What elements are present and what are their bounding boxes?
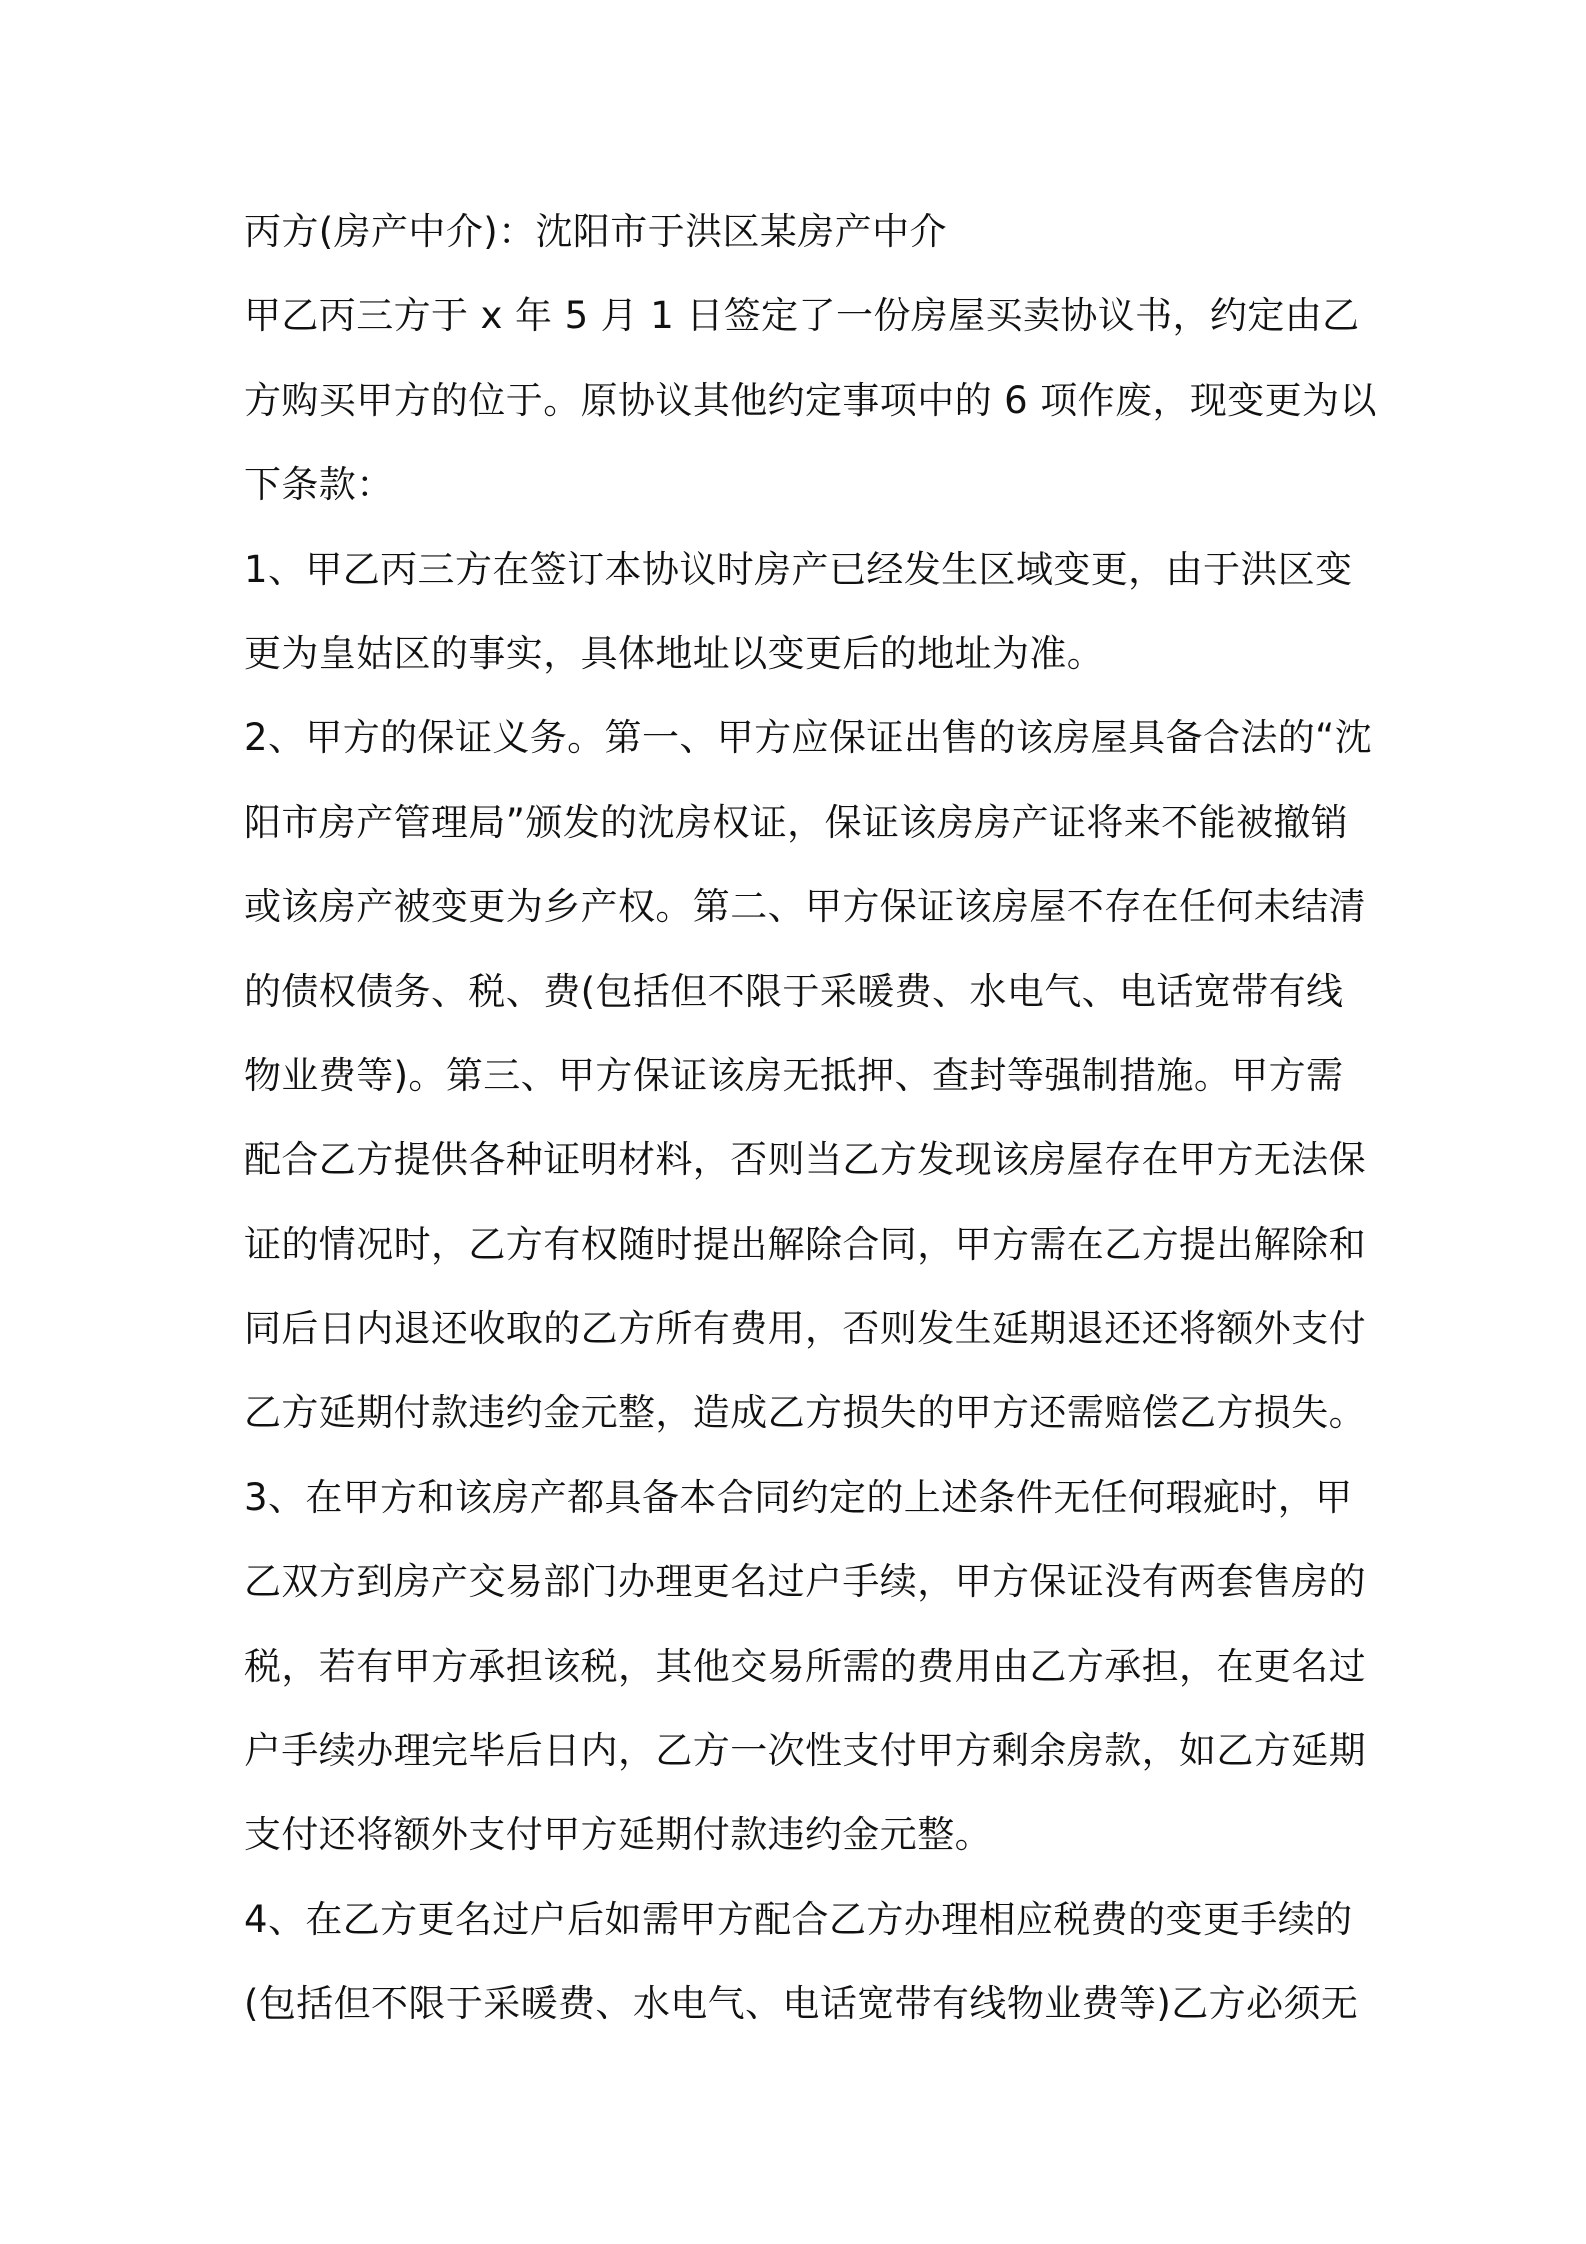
text-line: 2、甲方的保证义务。第一、甲方应保证出售的该房屋具备合法的“沈	[244, 716, 1373, 760]
text-line: 1、甲乙丙三方在签订本协议时房产已经发生区域变更，由于洪区变	[244, 547, 1353, 591]
text-line: 更为皇姑区的事实，具体地址以变更后的地址为准。	[244, 631, 1105, 675]
paragraph-party-c	[244, 190, 1364, 274]
text-line: 配合乙方提供各种证明材料，否则当乙方发现该房屋存在甲方无法保	[244, 1138, 1366, 1182]
text-line: 4、在乙方更名过户后如需甲方配合乙方办理相应税费的变更手续的	[244, 1897, 1353, 1941]
text-line: 丙方(房产中介)：沈阳市于洪区某房产中介	[244, 210, 947, 253]
text-line: 税，若有甲方承担该税，其他交易所需的费用由乙方承担，在更名过	[244, 1644, 1366, 1688]
text-line: 3、在甲方和该房产都具备本合同约定的上述条件无任何瑕疵时，甲	[244, 1475, 1353, 1519]
text-line: 阳市房产管理局”颁发的沈房权证，保证该房房产证将来不能被撤销	[244, 800, 1349, 844]
text-line: 乙方延期付款违约金元整，造成乙方损失的甲方还需赔偿乙方损失。	[244, 1391, 1366, 1435]
text-line: 下条款：	[244, 463, 394, 507]
text-line: 物业费等)。第三、甲方保证该房无抵押、查封等强制措施。甲方需	[244, 1053, 1344, 1097]
text-line: 同后日内退还收取的乙方所有费用，否则发生延期退还还将额外支付	[244, 1307, 1366, 1351]
text-line: 乙双方到房产交易部门办理更名过户手续，甲方保证没有两套售房的	[244, 1560, 1366, 1604]
text-line: 支付还将额外支付甲方延期付款违约金元整。	[244, 1813, 992, 1857]
paragraph-clause-3	[244, 1456, 1364, 1878]
text-line: 方购买甲方的位于。原协议其他约定事项中的 6 项作废，现变更为以	[244, 378, 1377, 422]
text-line: 证的情况时，乙方有权随时提出解除合同，甲方需在乙方提出解除和	[244, 1222, 1366, 1266]
text-line: (包括但不限于采暖费、水电气、电话宽带有线物业费等)乙方必须无	[244, 1982, 1359, 2026]
text-line: 的债权债务、税、费(包括但不限于采暖费、水电气、电话宽带有线	[244, 969, 1344, 1013]
paragraph-clause-4	[244, 1878, 1364, 2047]
paragraph-intro	[244, 274, 1377, 527]
document-body	[244, 190, 1377, 2047]
text-line: 或该房产被变更为乡产权。第二、甲方保证该房屋不存在任何未结清	[244, 885, 1366, 929]
paragraph-clause-1	[244, 528, 1364, 697]
text-line: 甲乙丙三方于 x 年 5 月 1 日签定了一份房屋买卖协议书，约定由乙	[244, 294, 1360, 338]
text-line: 户手续办理完毕后日内，乙方一次性支付甲方剩余房款，如乙方延期	[244, 1729, 1366, 1773]
paragraph-clause-2	[244, 696, 1373, 1456]
